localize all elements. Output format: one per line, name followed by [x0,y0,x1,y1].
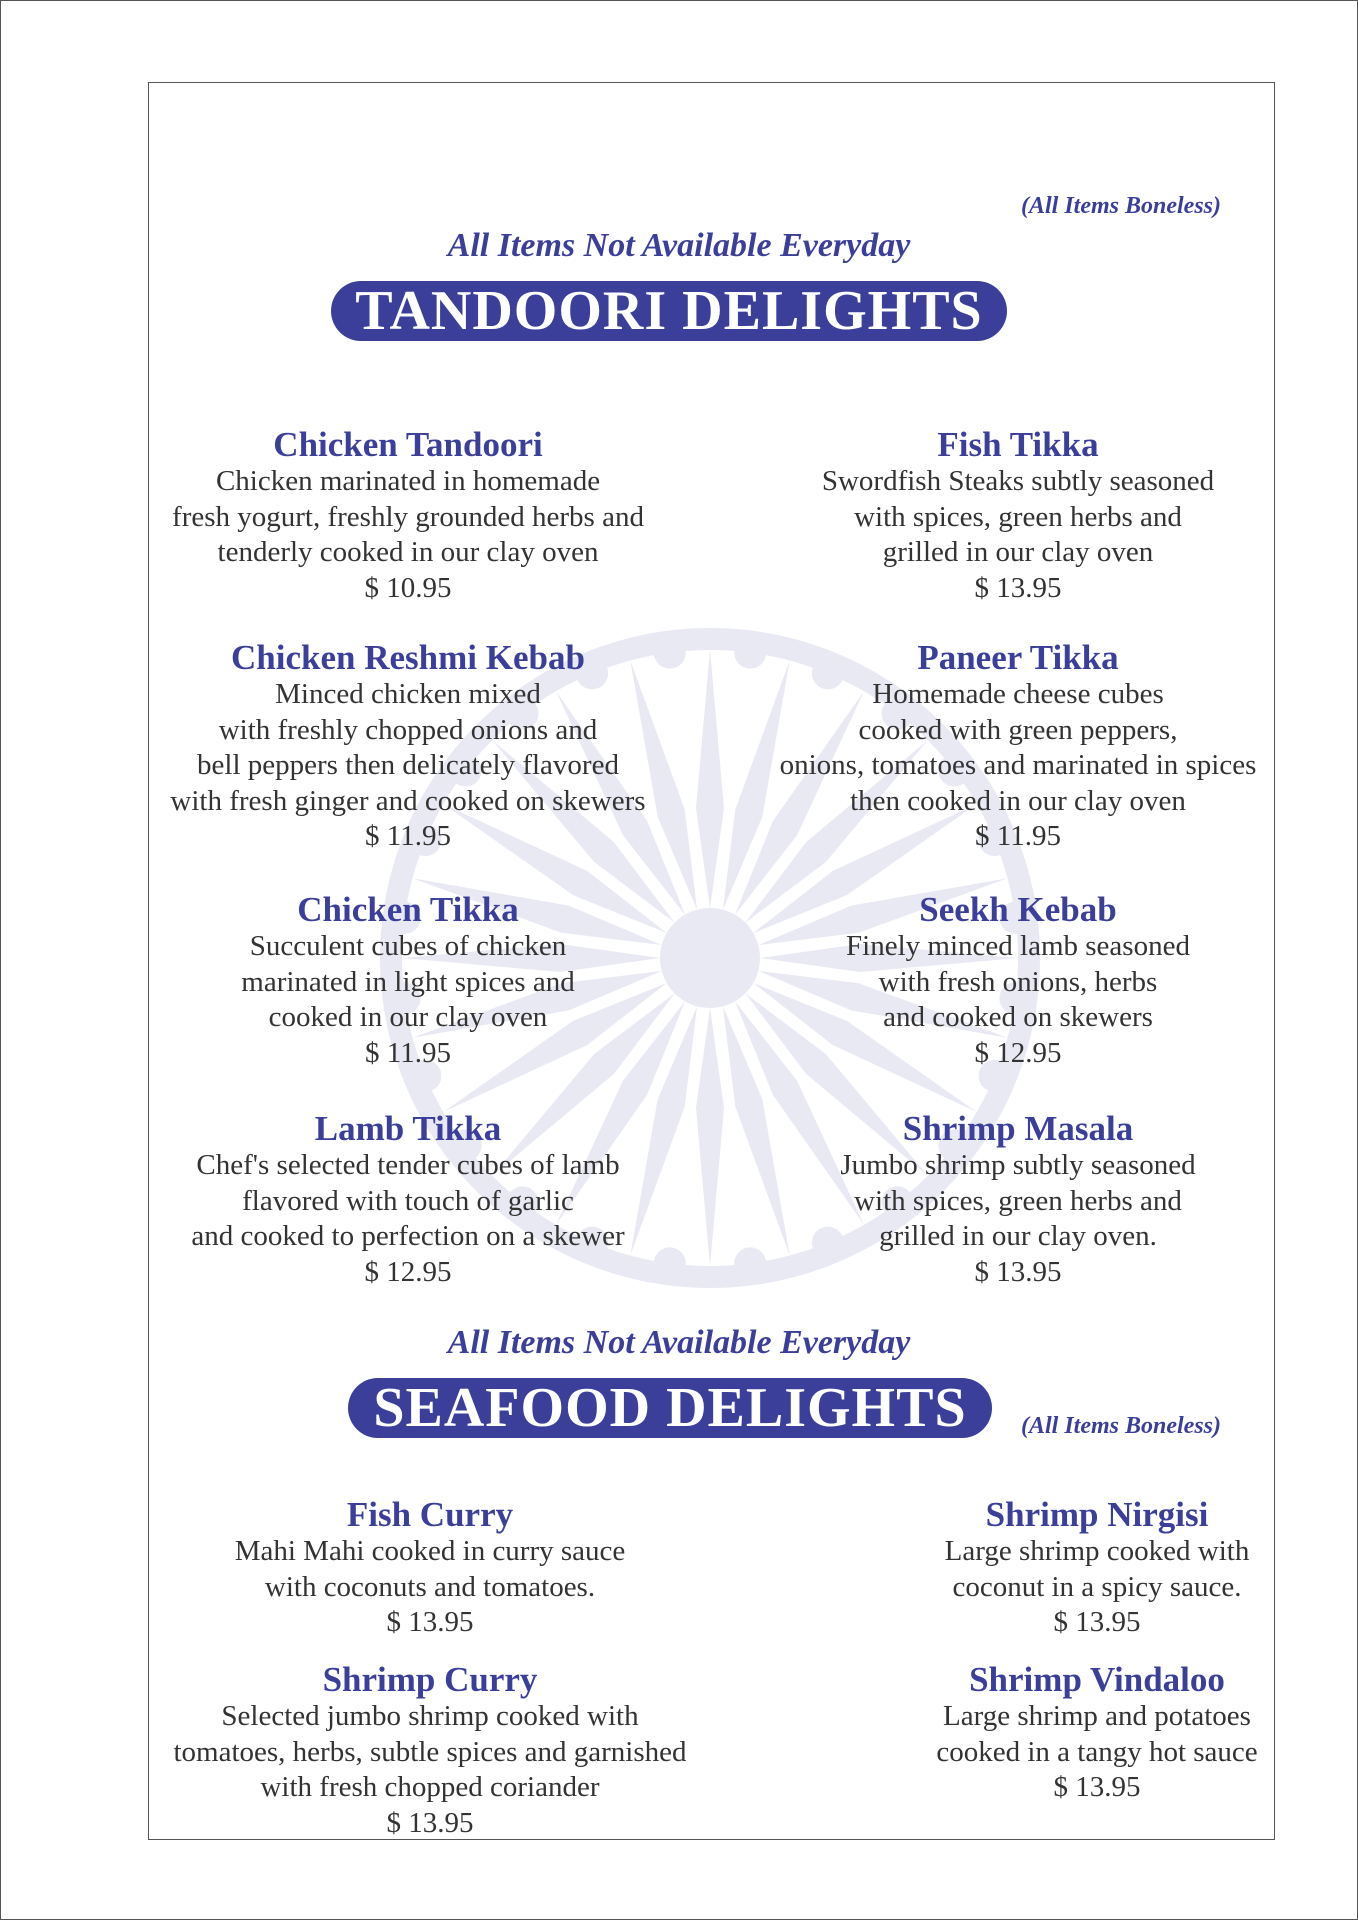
item-description: with fresh ginger and cooked on skewers [170,784,646,817]
item-description: and cooked on skewers [883,1001,1153,1033]
item-description: tomatoes, herbs, subtle spices and garnished [173,1735,687,1768]
item-price: $ 11.95 [975,820,1061,852]
item-description: coconut in a spicy sauce. [952,1570,1242,1603]
menu-item-chicken-reshmi-kebab [170,639,645,855]
item-description: Succulent cubes of chicken [249,930,567,962]
menu-item-shrimp-vindaloo [936,1661,1257,1806]
item-price: $ 13.95 [974,1255,1062,1288]
item-description: Homemade cheese cubes [872,678,1164,710]
menu-item-chicken-tikka [241,891,574,1071]
menu-item-lamb-tikka [191,1110,624,1290]
item-name: Seekh Kebab [919,890,1117,929]
menu-item-shrimp-masala [840,1110,1195,1290]
item-description: with fresh onions, herbs [878,965,1158,998]
item-description: grilled in our clay oven. [879,1220,1157,1252]
section-banner-seafood: SEAFOOD DELIGHTS [348,1378,992,1438]
item-price: $ 13.95 [1053,1606,1141,1638]
menu-item-paneer-tikka [780,639,1257,855]
item-name: Chicken Tandoori [273,425,543,464]
item-name: Paneer Tikka [917,638,1119,677]
item-name: Shrimp Nirgisi [985,1495,1209,1534]
item-description: Chef's selected tender cubes of lamb [196,1149,620,1181]
item-description: with spices, green herbs and [854,500,1182,533]
item-name: Lamb Tikka [314,1109,502,1148]
menu-item-shrimp-curry [173,1661,686,1841]
item-description: and cooked to perfection on a skewer [191,1220,625,1252]
item-description: marinated in light spices and [241,965,575,998]
item-name: Shrimp Masala [902,1109,1134,1148]
item-name: Chicken Reshmi Kebab [231,638,585,677]
section-banner-tandoori: TANDOORI DELIGHTS [331,281,1007,341]
item-name: Fish Curry [346,1495,514,1534]
item-description: flavored with touch of garlic [242,1184,574,1217]
item-description: Swordfish Steaks subtly seasoned [821,465,1215,497]
item-price: $ 12.95 [974,1036,1062,1069]
item-description: Jumbo shrimp subtly seasoned [840,1149,1196,1181]
item-description: bell peppers then delicately flavored [197,749,619,781]
item-price: $ 13.95 [386,1606,474,1638]
item-description: cooked in our clay oven [268,1001,548,1033]
item-description: fresh yogurt, freshly grounded herbs and [172,500,644,533]
item-description: grilled in our clay oven [882,536,1154,568]
item-description: with spices, green herbs and [854,1184,1182,1217]
menu-item-chicken-tandoori [172,426,644,606]
item-price: $ 13.95 [974,571,1062,604]
menu-item-seekh-kebab [846,891,1190,1071]
item-description: with fresh chopped coriander [260,1771,600,1803]
item-description: Large shrimp and potatoes [943,1700,1251,1732]
item-name: Fish Tikka [937,425,1099,464]
menu-item-shrimp-nirgisi [945,1496,1250,1641]
item-description: Mahi Mahi cooked in curry sauce [234,1535,626,1567]
item-price: $ 13.95 [1053,1771,1141,1803]
boneless-note-top: (All Items Boneless) [1021,193,1222,219]
item-price: $ 10.95 [364,571,452,604]
item-description: Chicken marinated in homemade [215,465,601,497]
item-description: Large shrimp cooked with [944,1535,1250,1567]
item-description: cooked with green peppers, [858,713,1178,746]
item-description: Minced chicken mixed [275,678,541,710]
item-name: Chicken Tikka [297,890,519,929]
menu-item-fish-tikka [822,426,1214,606]
boneless-note-bottom: (All Items Boneless) [1021,1413,1222,1439]
item-description: tenderly cooked in our clay oven [217,536,599,568]
item-description: then cooked in our clay oven [850,784,1186,817]
item-price: $ 11.95 [365,1036,451,1069]
item-price: $ 12.95 [364,1255,452,1288]
item-description: cooked in a tangy hot sauce [936,1735,1258,1768]
availability-note-bottom: All Items Not Available Everyday [447,1324,911,1361]
menu-item-fish-curry [235,1496,626,1641]
item-description: with coconuts and tomatoes. [264,1570,596,1603]
item-name: Shrimp Vindaloo [969,1660,1225,1699]
item-description: Selected jumbo shrimp cooked with [221,1700,639,1732]
item-price: $ 13.95 [386,1806,474,1839]
item-description: onions, tomatoes and marinated in spices [779,749,1257,781]
item-description: with freshly chopped onions and [218,713,598,746]
item-description: Finely minced lamb seasoned [846,930,1190,962]
item-price: $ 11.95 [365,820,451,852]
availability-note-top: All Items Not Available Everyday [447,227,911,264]
item-name: Shrimp Curry [322,1660,538,1699]
